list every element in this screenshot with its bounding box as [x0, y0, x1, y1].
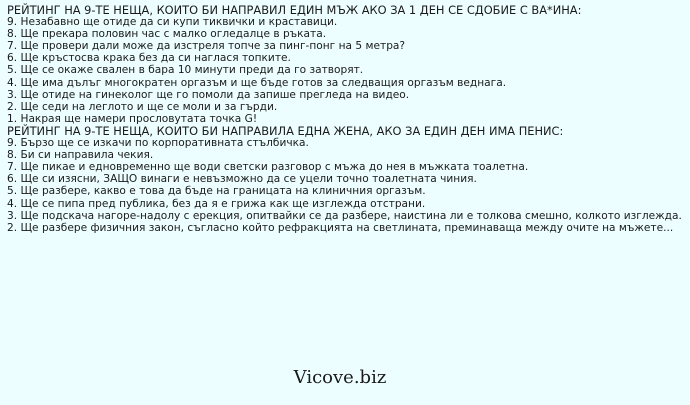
- section-2-item: 9. Бързо ще се изкачи по корпоративната стълбичка.: [7, 137, 309, 150]
- section-1-item: 1. Накрая ще намери прословутата точка G!: [7, 112, 258, 125]
- section-1-item: 3. Ще отиде на гинеколог ще го помоли да запише прегледа на видео.: [7, 88, 410, 101]
- section-1-item: 5. Ще се окаже свален в бара 10 минути преди да го затворят.: [7, 64, 364, 77]
- joke-text-block: [7, 4, 683, 234]
- section-2-item: 5. Ще разбере, какво е това да бъде на границата на клиничния оргазъм.: [7, 185, 426, 198]
- section-2-item: 3. Ще подскача нагоре-надолу с ерекция, опитвайки се да разбере, наистина ли е толкова смешно, колкото изглежда.: [7, 209, 682, 222]
- section-2-title: РЕЙТИНГ НА 9-ТЕ НЕЩА, КОИТО БИ НАПРАВИЛА ЕДНА ЖЕНА, АКО ЗА ЕДИН ДЕН ИМА ПЕНИС:: [7, 123, 564, 138]
- section-2-item: 2. Ще разбере физичния закон, съгласно който рефракцията на светлината, преминаваща между очите на мъжете...: [7, 221, 674, 234]
- section-1-item: 4. Ще има дълъг многократен оргазъм и ще бъде готов за следващия оргазъм веднага.: [7, 76, 507, 89]
- section-2-item: 8. Би си направила чекия.: [7, 149, 154, 162]
- section-1-item: 7. Ще провери дали може да изстреля топче за пинг-понг на 5 метра?: [7, 40, 406, 53]
- section-1-item: 2. Ще седи на леглото и ще се моли и за гърди.: [7, 100, 278, 113]
- section-2-item: 4. Ще се пипа пред публика, без да я е грижа как ще изглежда отстрани.: [7, 197, 426, 210]
- site-watermark: Vicove.biz: [293, 367, 387, 388]
- section-2-item: 6. Ще си изясни, ЗАЩО винаги е невъзможно да се уцели точно тоалетната чиния.: [7, 173, 477, 186]
- section-1-item: 9. Незабавно ще отиде да си купи тиквички и краставици.: [7, 16, 338, 29]
- section-2-item: 7. Ще пикае и едновременно ще води светски разговор с мъжа до нея в мъжката тоалетна.: [7, 161, 529, 174]
- section-1-title: РЕЙТИНГ НА 9-ТЕ НЕЩА, КОИТО БИ НАПРАВИЛ ЕДИН МЪЖ АКО ЗА 1 ДЕН СЕ СДОБИЕ С ВА*ИНА:: [7, 3, 582, 17]
- section-1-item: 6. Ще кръстосва крака без да си наглася топките.: [7, 52, 291, 65]
- section-1-item: 8. Ще прекара половин час с малко огледалце в ръката.: [7, 28, 327, 41]
